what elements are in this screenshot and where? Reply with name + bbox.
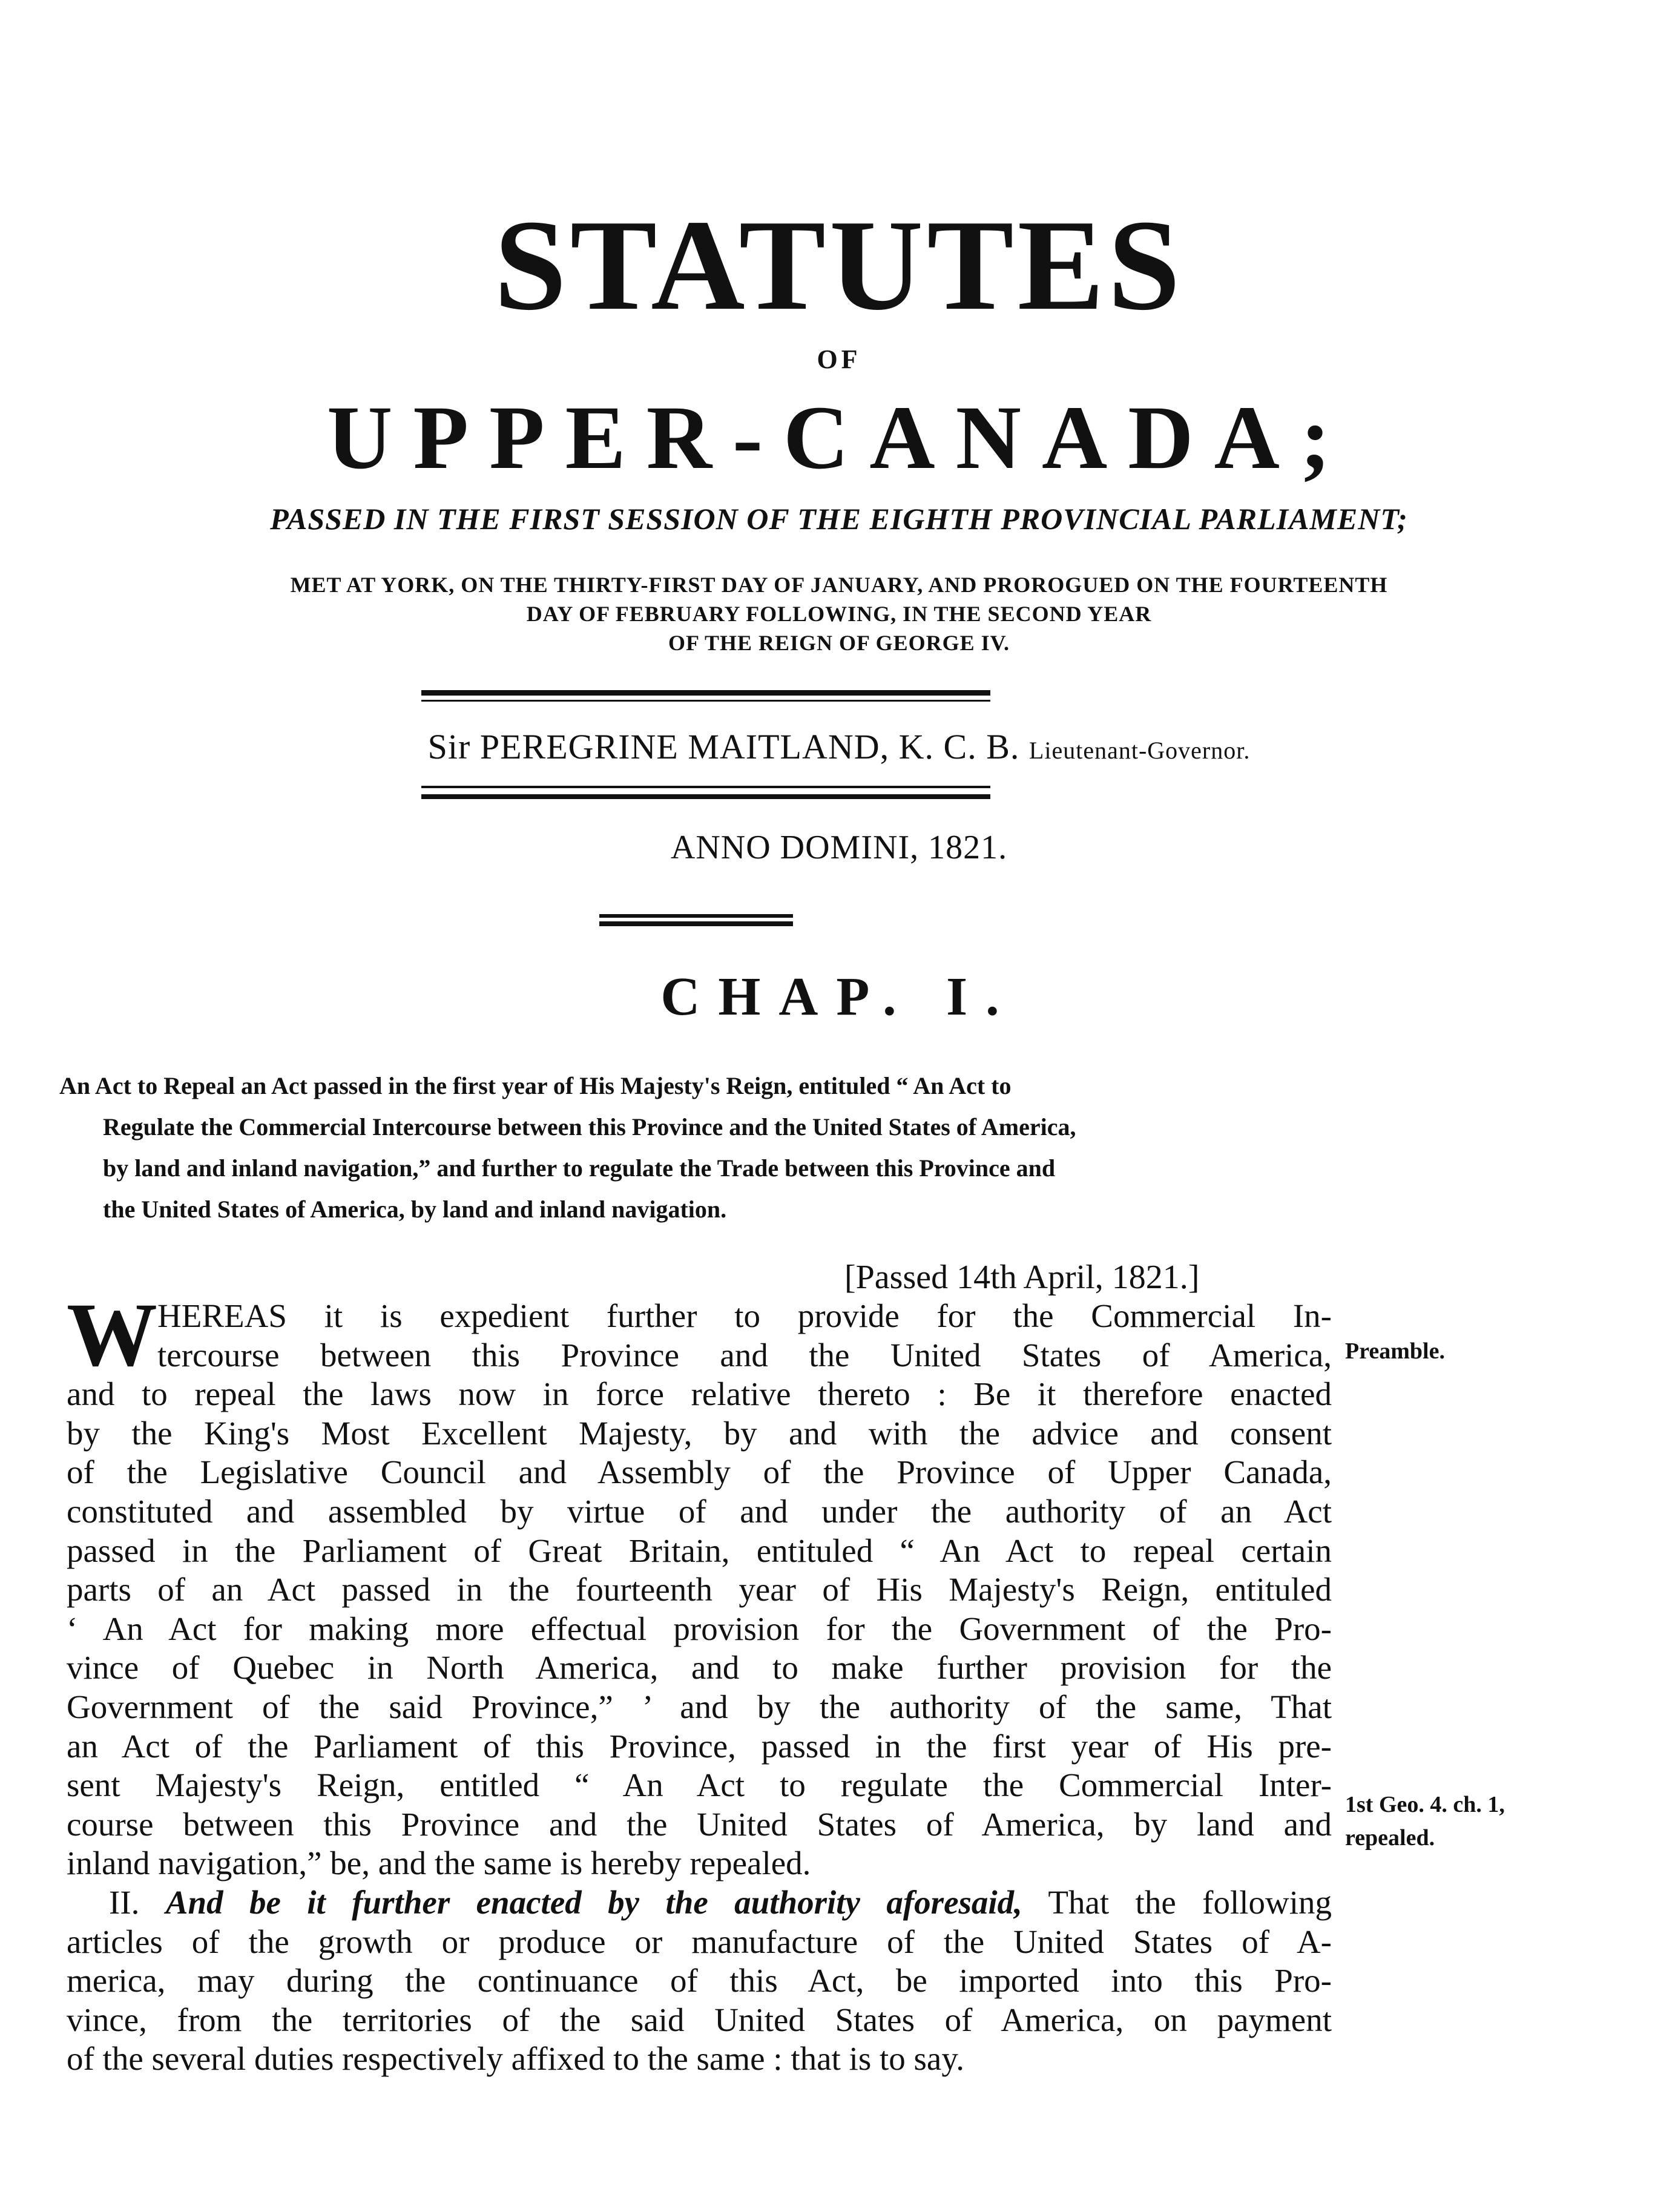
- divider-rule: [421, 786, 990, 788]
- governor-line: [0, 726, 1678, 767]
- body-line: articles of the growth or produce or manufacture of the United States of A-: [67, 1923, 1332, 1960]
- body-line: sent Majesty's Reign, entitled “ An Act to regulate the Commercial Inter-: [67, 1766, 1332, 1804]
- meeting-line: DAY OF FEBRUARY FOLLOWING, IN THE SECOND YEAR: [526, 602, 1152, 626]
- governor-prefix: Sir: [427, 727, 471, 766]
- body-line: course between this Province and the United States of America, by land and: [67, 1805, 1332, 1843]
- body-line: passed in the Parliament of Great Britain, entituled “ An Act to repeal certain: [67, 1532, 1332, 1569]
- governor-name: PEREGRINE MAITLAND,: [479, 727, 890, 766]
- body-line: of the Legislative Council and Assembly of the Province of Upper Canada,: [67, 1453, 1332, 1491]
- meeting-line: OF THE REIGN OF GEORGE IV.: [668, 631, 1010, 655]
- section-numeral: II.: [109, 1883, 140, 1921]
- meeting-details: [0, 570, 1678, 657]
- body-line: inland navigation,” be, and the same is hereby repealed.: [67, 1845, 811, 1882]
- act-title-line: by land and inland navigation,” and further to regulate the Trade between this Province and: [103, 1154, 1056, 1182]
- body-line: vince of Quebec in North America, and to make further provision for the: [67, 1649, 1332, 1687]
- session-line: PASSED IN THE FIRST SESSION OF THE EIGHTH PROVINCIAL PARLIAMENT;: [270, 502, 1408, 536]
- divider-rule: [599, 914, 793, 918]
- margin-note-repeal-ref: 1st Geo. 4. ch. 1,: [1345, 1792, 1505, 1817]
- jurisdiction-title: UPPER-CANADA;: [327, 387, 1351, 488]
- anno-domini: ANNO DOMINI, 1821.: [670, 829, 1008, 866]
- divider-rule: [421, 700, 990, 702]
- section-2-text: That the following: [1048, 1883, 1332, 1921]
- body-line: ‘ An Act for making more effectual provision for the Government of the Pro-: [67, 1610, 1332, 1647]
- body-line: by the King's Most Excellent Majesty, by and with the advice and consent: [67, 1414, 1332, 1452]
- divider-rule: [421, 690, 990, 696]
- body-line: an Act of the Parliament of this Province, passed in the first year of His pre-: [67, 1727, 1332, 1765]
- enacting-clause: And be it further enacted by the authority aforesaid,: [165, 1883, 1022, 1921]
- body-line: merica, may during the continuance of this Act, be imported into this Pro-: [67, 1962, 1332, 2000]
- title-connector: OF: [817, 344, 861, 374]
- section-2-first-line: [67, 1883, 1332, 1923]
- act-title-line: An Act to Repeal an Act passed in the first year of His Majesty's Reign, entituled “ An Act to: [59, 1072, 1012, 1099]
- margin-note-preamble: Preamble.: [1345, 1338, 1445, 1364]
- body-line: HEREAS it is expedient further to provide for the Commercial In-: [157, 1297, 1332, 1334]
- body-line: Government of the said Province,” ’ and by the authority of the same, That: [67, 1688, 1332, 1725]
- chapter-heading: CHAP. I.: [660, 967, 1018, 1027]
- body-line: vince, from the territories of the said United States of America, on payment: [67, 2001, 1332, 2038]
- governor-office: Lieutenant-Governor.: [1028, 737, 1251, 764]
- meeting-line: MET AT YORK, ON THE THIRTY-FIRST DAY OF JANUARY, AND PROROGUED ON THE FOURTEENTH: [290, 573, 1388, 597]
- document-title: STATUTES: [494, 193, 1184, 337]
- body-line: tercourse between this Province and the United States of America,: [157, 1336, 1332, 1374]
- drop-cap: W: [67, 1285, 157, 1385]
- act-title: [59, 1065, 1367, 1230]
- act-title-line: Regulate the Commercial Intercourse between this Province and the United States of America,: [103, 1113, 1076, 1141]
- divider-rule: [599, 921, 793, 926]
- margin-note-repealed: repealed.: [1345, 1825, 1435, 1851]
- body-line: of the several duties respectively affixed to the same : that is to say.: [67, 2040, 965, 2078]
- divider-rule: [421, 794, 990, 799]
- body-line: and to repeal the laws now in force relative thereto : Be it therefore enacted: [67, 1375, 1332, 1413]
- governor-honours: K. C. B.: [898, 727, 1020, 766]
- body-line: parts of an Act passed in the fourteenth year of His Majesty's Reign, entituled: [67, 1571, 1332, 1608]
- act-title-line: the United States of America, by land and inland navigation.: [103, 1196, 727, 1223]
- body-line: constituted and assembled by virtue of and under the authority of an Act: [67, 1492, 1332, 1530]
- act-body: [67, 1297, 1332, 2079]
- passed-date: [Passed 14th April, 1821.]: [844, 1259, 1200, 1296]
